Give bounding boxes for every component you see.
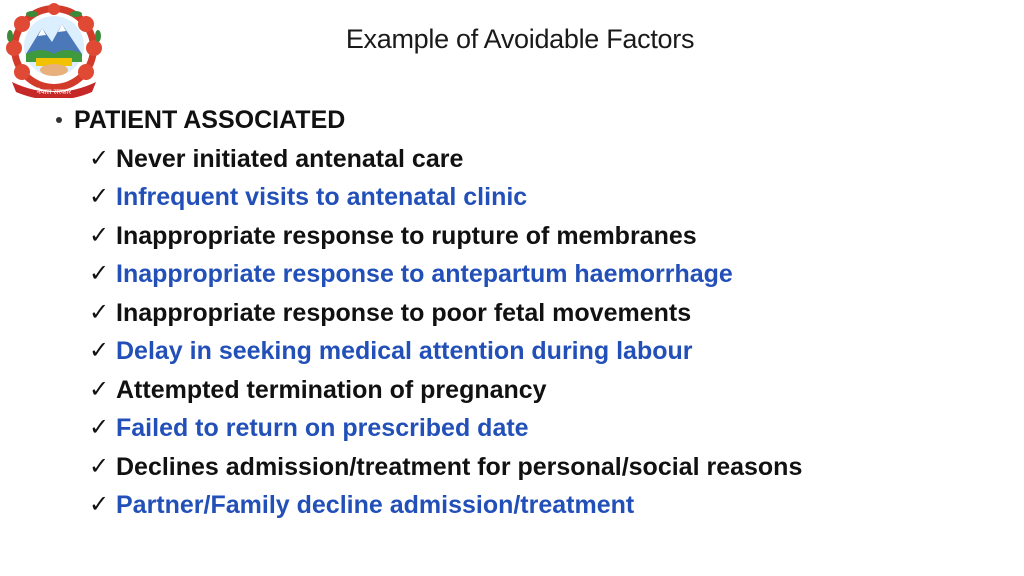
bullet-dot-icon [56,117,62,123]
checklist-item [89,332,802,371]
checklist-item-text: Infrequent visits to antenatal clinic [116,183,528,211]
checklist-item [89,140,802,179]
slide-content [52,101,802,525]
checklist-item [89,448,802,487]
section-heading-text: PATIENT ASSOCIATED [74,106,346,134]
checklist-item-text: Inappropriate response to antepartum haemorrhage [116,260,733,288]
checkmark-icon: ✓ [89,260,110,287]
checkmark-icon: ✓ [89,221,110,249]
checklist-item-text: Never initiated antenatal care [116,144,464,173]
checklist-item [89,217,802,256]
checkmark-icon: ✓ [89,375,110,403]
checklist-item [89,409,802,448]
checkmark-icon: ✓ [89,491,110,518]
checkmark-icon: ✓ [89,414,110,441]
checklist-item-text: Inappropriate response to poor fetal movements [116,298,692,327]
svg-text:नेपाल सरकार: नेपाल सरकार [36,88,72,96]
checklist-item-text: Failed to return on prescribed date [116,414,529,442]
checklist-item-text: Inappropriate response to rupture of membranes [116,221,697,250]
checkmark-icon: ✓ [89,144,110,172]
slide-title: Example of Avoidable Factors [345,24,695,54]
checklist-item [89,371,802,410]
checklist-item [89,486,802,525]
checklist [52,140,802,525]
checklist-item-text: Declines admission/treatment for personal/social reasons [116,452,803,481]
section-heading [52,101,802,140]
checklist-item-text: Delay in seeking medical attention during labour [116,337,693,365]
checklist-item [89,255,802,294]
checklist-item-text: Partner/Family decline admission/treatment [116,491,635,519]
checkmark-icon: ✓ [89,337,110,364]
checkmark-icon: ✓ [89,298,110,326]
checklist-item-text: Attempted termination of pregnancy [116,375,547,404]
checklist-item [89,294,802,333]
checkmark-icon: ✓ [89,183,110,210]
checklist-item [89,178,802,217]
checkmark-icon: ✓ [89,452,110,480]
